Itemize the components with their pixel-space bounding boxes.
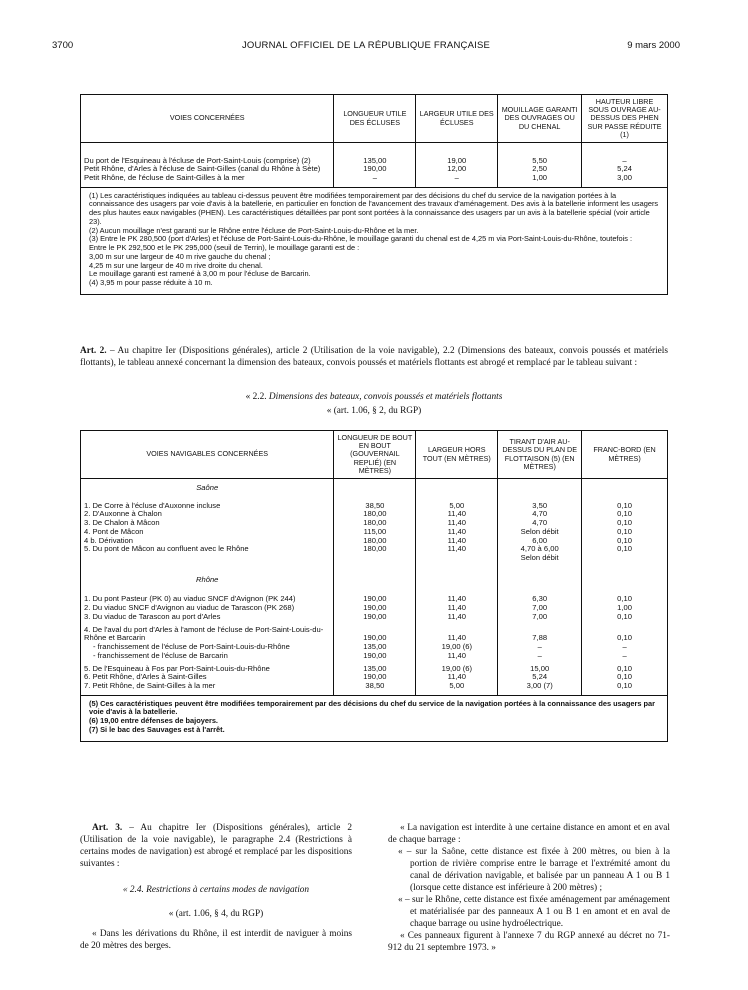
note: (7) Si le bac des Sauvages est à l'arrêt. xyxy=(89,724,225,734)
cell-value: 190,00 xyxy=(334,673,416,682)
table2-header-franc-bord: FRANC-BORD (EN MÈTRES) xyxy=(582,431,668,479)
cell-value: 11,40 xyxy=(416,545,498,554)
cell-value: 0,10 xyxy=(582,502,668,511)
cell-value: 1,00 xyxy=(498,174,582,187)
table1-header-mouillage: MOUILLAGE GARANTI DES OUVRAGES OU DU CHENAL xyxy=(498,95,582,143)
cell-value: 190,00 xyxy=(334,652,416,661)
section-title: Dimensions des bateaux, convois poussés et matériels flottants xyxy=(268,392,503,402)
journal-title: JOURNAL OFFICIEL DE LA RÉPUBLIQUE FRANÇAISE xyxy=(241,40,491,51)
cell-value: – xyxy=(416,174,498,187)
row-label: - franchissement de l'écluse de Barcarin xyxy=(81,652,334,661)
cell-value: 180,00 xyxy=(334,519,416,528)
paragraph: « Dans les dérivations du Rhône, il est interdit de naviguer à moins de 20 mètres des berges. xyxy=(80,929,352,951)
cell-value: 7,00 xyxy=(498,613,582,622)
table2-header-voies: VOIES NAVIGABLES CONCERNÉES xyxy=(81,431,334,479)
table2-header-largeur: LARGEUR HORS TOUT (EN MÈTRES) xyxy=(416,431,498,479)
page-header xyxy=(52,40,680,54)
cell-value: 1,00 xyxy=(582,604,668,613)
note: (2) Aucun mouillage n'est garanti sur le Rhône entre l'écluse de Port-Saint-Louis-du-Rhône et la mer. xyxy=(89,225,419,235)
cell-value: – xyxy=(582,157,668,166)
cell-value: 12,00 xyxy=(416,165,498,174)
cell-value: 11,40 xyxy=(416,626,498,643)
row-label: 1. De Corre à l'écluse d'Auxonne incluse xyxy=(81,502,334,511)
cell-value: 0,10 xyxy=(582,510,668,519)
section-2-2-title xyxy=(80,392,668,402)
cell-value: 6,00 xyxy=(498,537,582,546)
cell-value: 6,30 xyxy=(498,595,582,604)
note: Entre le PK 292,500 et le PK 295,000 (seuil de Terrin), le mouillage garanti est de : xyxy=(89,243,360,253)
cell-value: 3,00 (7) xyxy=(498,682,582,695)
cell-value: 4,70 à 6,00 xyxy=(498,545,582,554)
row-label: 5. Du pont de Mâcon au confluent avec le Rhône xyxy=(81,545,334,554)
cell-value: 7,88 xyxy=(498,626,582,643)
table2-notes xyxy=(81,695,668,741)
cell-value: 11,40 xyxy=(416,595,498,604)
cell-value: 0,10 xyxy=(582,626,668,643)
row-label: Petit Rhône, d'Arles à l'écluse de Saint-Gilles (canal du Rhône à Sète) xyxy=(81,165,334,174)
section-rhone: Rhône xyxy=(81,571,334,590)
issue-date: 9 mars 2000 xyxy=(627,40,680,51)
article-text: – Au chapitre Ier (Dispositions générales), article 2 (Utilisation de la voie navigable), 2.2 (Dimensions des bateaux, convois poussés et matériels flottants), le tableau annexé concernant la dimension des bateaux, convois poussés et matériels flottants est abrogé et remplacé par le tableau suivant : xyxy=(80,346,668,368)
cell-value: 0,10 xyxy=(582,595,668,604)
cell-value: 180,00 xyxy=(334,545,416,554)
cell-value: – xyxy=(498,643,582,652)
table-waterways-locks xyxy=(80,94,668,295)
table1-header-largeur: LARGEUR UTILE DES ÉCLUSES xyxy=(416,95,498,143)
cell-value: 0,10 xyxy=(582,613,668,622)
table1-header-voies: VOIES CONCERNÉES xyxy=(81,95,334,143)
page-number: 3700 xyxy=(52,40,74,51)
cell-value: 5,00 xyxy=(416,682,498,695)
cell-value: 190,00 xyxy=(334,613,416,622)
table-row xyxy=(81,174,668,187)
row-label: 1. Du pont Pasteur (PK 0) au viaduc SNCF d'Avignon (PK 244) xyxy=(81,595,334,604)
row-label: 5. De l'Esquineau à Fos par Port-Saint-Louis-du-Rhône xyxy=(81,665,334,674)
table2-header-longueur: LONGUEUR DE BOUT EN BOUT (GOUVERNAIL REPLIÉ) (EN MÈTRES) xyxy=(334,431,416,479)
cell-value: 2,50 xyxy=(498,165,582,174)
table-row xyxy=(81,626,668,643)
table1-header-hauteur: HAUTEUR LIBRE SOUS OUVRAGE AU-DESSUS DES PHEN SUR PASSE RÉDUITE (1) xyxy=(582,95,668,143)
cell-value: 190,00 xyxy=(334,626,416,643)
row-label: 3. Du viaduc de Tarascon au port d'Arles xyxy=(81,613,334,622)
cell-value: 38,50 xyxy=(334,682,416,695)
table-boat-dimensions xyxy=(80,430,668,742)
row-label: 2. D'Auxonne à Chalon xyxy=(81,510,334,519)
cell-value: 19,00 xyxy=(416,157,498,166)
cell-value: 135,00 xyxy=(334,665,416,674)
list-item: « – sur le Rhône, cette distance est fixée aménagement par aménagement et matérialisée par des panneaux A 1 ou B 1 en amont et en aval de chaque barrage ou usine hydroélectrique. xyxy=(398,895,670,929)
cell-value: 135,00 xyxy=(334,643,416,652)
cell-value: 0,10 xyxy=(582,682,668,695)
cell-value: 5,24 xyxy=(582,165,668,174)
cell-value: 11,40 xyxy=(416,537,498,546)
cell-value: – xyxy=(582,643,668,652)
cell-value: 15,00 xyxy=(498,665,582,674)
row-label: 2. Du viaduc SNCF d'Avignon au viaduc de Tarascon (PK 268) xyxy=(81,604,334,613)
cell-value: 19,00 (6) xyxy=(416,665,498,674)
section-saone: Saône xyxy=(81,479,334,498)
cell-value: 4,70 xyxy=(498,510,582,519)
cell-value: 190,00 xyxy=(334,165,416,174)
cell-value: 0,10 xyxy=(582,537,668,546)
note: (4) 3,95 m pour passe réduite à 10 m. xyxy=(89,278,213,287)
cell-value: 180,00 xyxy=(334,510,416,519)
section-2-4-title: « 2.4. Restrictions à certains modes de navigation xyxy=(122,885,310,895)
cell-value: 7,00 xyxy=(498,604,582,613)
cell-value: 115,00 xyxy=(334,528,416,537)
cell-value: 0,10 xyxy=(582,545,668,554)
table1-header-longueur: LONGUEUR UTILE DES ÉCLUSES xyxy=(334,95,416,143)
row-label: 3. De Chalon à Mâcon xyxy=(81,519,334,528)
cell-value: 3,00 xyxy=(582,174,668,187)
table1-notes xyxy=(81,187,668,294)
paragraph: « Ces panneaux figurent à l'annexe 7 du RGP annexé au décret no 71-912 du 21 septembre 1973. » xyxy=(388,931,670,953)
table-row xyxy=(81,613,668,622)
cell-value: 11,40 xyxy=(416,652,498,661)
section-2-4-ref: « (art. 1.06, § 4, du RGP) xyxy=(168,909,264,919)
article-3-left-column xyxy=(80,822,352,952)
article-label: Art. 3. xyxy=(92,823,123,833)
cell-value: 11,40 xyxy=(416,510,498,519)
cell-value: 180,00 xyxy=(334,537,416,546)
cell-value: 11,40 xyxy=(416,528,498,537)
cell-value: 0,10 xyxy=(582,519,668,528)
cell-value: 190,00 xyxy=(334,604,416,613)
article-2 xyxy=(80,345,668,369)
note: (1) Les caractéristiques indiquées au tableau ci-dessus peuvent être modifiées temporairement par des décisions du chef du service de la navigation portées à la connaissance des usagers par voie d'avis à la batellerie, en particulier en fonction de l'avancement des travaux d'aménagement. Des avis à la batellerie informent les usagers des plus hautes eaux navigables (PHEN). Les caractéristiques détaillées par pont sont portées à la connaissance des usagers par un avis à la batellerie spécial (voir article 23). xyxy=(89,190,659,226)
row-label: 4 b. Dérivation xyxy=(81,537,334,546)
note: 3,00 m sur une largeur de 40 m rive gauche du chenal ; xyxy=(89,251,271,261)
cell-value: 38,50 xyxy=(334,502,416,511)
list-item: « – sur la Saône, cette distance est fixée à 200 mètres, ou bien à la portion de rivière comprise entre le barrage et l'extrémité amont du canal de dérivation navigable, et balisée par un panneau A 1 ou B 1 (lorsque cette distance est inférieure à 200 mètres) ; xyxy=(398,847,670,893)
cell-value: 11,40 xyxy=(416,604,498,613)
table-row xyxy=(81,652,668,661)
paragraph: « La navigation est interdite à une certaine distance en amont et en aval de chaque barrage : xyxy=(388,823,670,845)
cell-value: 4,70 xyxy=(498,519,582,528)
row-label: 4. Pont de Mâcon xyxy=(81,528,334,537)
cell-value: 11,40 xyxy=(416,673,498,682)
cell-value: 190,00 xyxy=(334,595,416,604)
note: (3) Entre le PK 280,500 (port d'Arles) et l'écluse de Port-Saint-Louis-du-Rhône, le mouillage garanti du chenal est de 4,25 m via Port-Saint-Louis-du-Rhône, toutefois : xyxy=(89,234,633,244)
row-label: Petit Rhône, de l'écluse de Saint-Gilles à la mer xyxy=(81,174,334,187)
cell-value: 135,00 xyxy=(334,157,416,166)
cell-value: 19,00 (6) xyxy=(416,643,498,652)
section-number: « 2.2. xyxy=(245,392,267,402)
row-label: 7. Petit Rhône, de Saint-Gilles à la mer xyxy=(81,682,334,695)
cell-value: 0,10 xyxy=(582,665,668,674)
article-label: Art. 2. xyxy=(80,346,107,356)
cell-value: 3,50 xyxy=(498,502,582,511)
cell-value: 11,40 xyxy=(416,519,498,528)
cell-value: 11,40 xyxy=(416,613,498,622)
cell-value: 5,24 xyxy=(498,673,582,682)
row-label: - franchissement de l'écluse de Port-Saint-Louis-du-Rhône xyxy=(81,643,334,652)
note: (6) 19,00 entre défenses de bajoyers. xyxy=(89,716,218,726)
cell-value: 5,00 xyxy=(416,502,498,511)
row-label: 6. Petit Rhône, d'Arles à Saint-Gilles xyxy=(81,673,334,682)
cell-value: 0,10 xyxy=(582,528,668,537)
section-2-2-ref: « (art. 1.06, § 2, du RGP) xyxy=(326,406,422,416)
article-3-intro xyxy=(80,822,352,870)
cell-value: Selon débit xyxy=(498,554,582,563)
cell-value: 0,10 xyxy=(582,673,668,682)
note: Le mouillage garanti est ramené à 3,00 m pour l'écluse de Barcarin. xyxy=(89,269,311,279)
row-label: 4. De l'aval du port d'Arles à l'amont de l'écluse de Port-Saint-Louis-du-Rhône et Barcarin xyxy=(81,626,334,643)
table2-header-tirant: TIRANT D'AIR AU-DESSUS DU PLAN DE FLOTTAISON (5) (EN MÈTRES) xyxy=(498,431,582,479)
cell-value: Selon débit xyxy=(498,528,582,537)
article-text: – Au chapitre Ier (Dispositions générales), article 2 (Utilisation de la voie navigable), le paragraphe 2.4 (Restrictions à certains modes de navigation) est abrogé et remplacé par les dispositions suivantes : xyxy=(80,823,353,869)
cell-value: – xyxy=(334,174,416,187)
cell-value: 5,50 xyxy=(498,157,582,166)
note: 4,25 m sur une largeur de 40 m rive droite du chenal. xyxy=(89,260,263,270)
table-row xyxy=(81,545,668,554)
cell-value: – xyxy=(582,652,668,661)
cell-value: – xyxy=(498,652,582,661)
article-3-right-column xyxy=(388,822,670,954)
table-row xyxy=(81,682,668,695)
row-label: Du port de l'Esquineau à l'écluse de Port-Saint-Louis (comprise) (2) xyxy=(81,157,334,166)
note: (5) Ces caractéristiques peuvent être modifiées temporairement par des décisions du chef du service de la navigation portées à la connaissance des usagers par voie d'avis à la batellerie. xyxy=(89,698,656,717)
